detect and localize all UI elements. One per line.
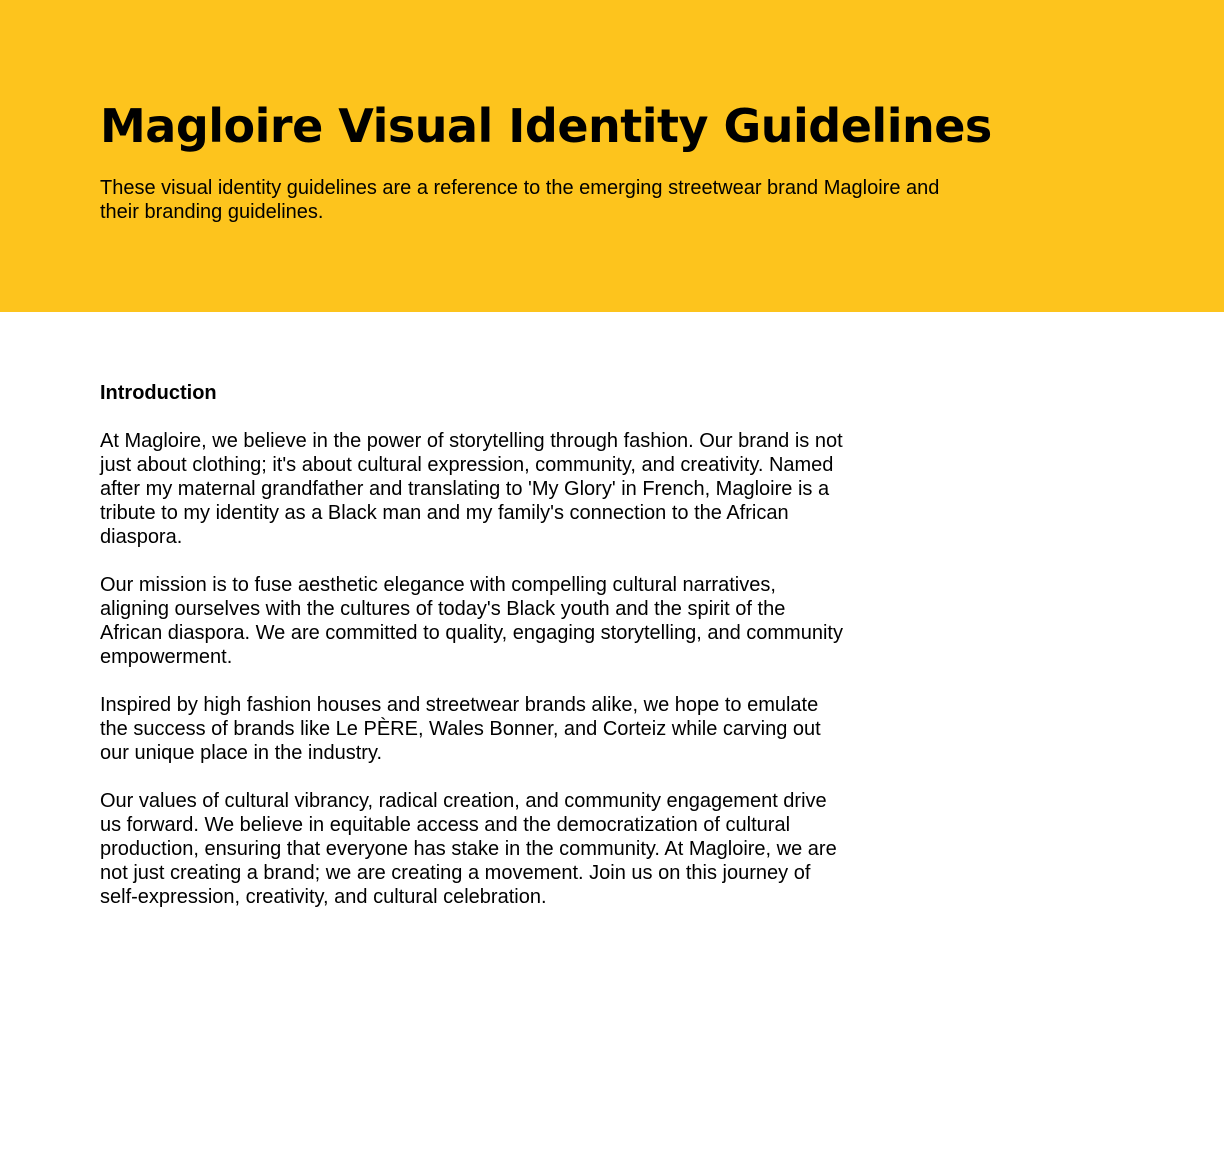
page-title: Magloire Visual Identity Guidelines xyxy=(100,99,992,153)
intro-paragraph-2: Our mission is to fuse aesthetic elegance with compelling cultural narratives, aligning ourselves with the cultures of today's Black youth and the spirit of the African diaspora. We are committed to quality, engaging storytelling, and community empowerment. xyxy=(100,574,843,668)
intro-paragraph-3: Inspired by high fashion houses and streetwear brands alike, we hope to emulate the success of brands like Le PÈRE, Wales Bonner, and Corteiz while carving out our unique place in the industry. xyxy=(100,694,821,764)
section-heading: Introduction xyxy=(100,382,217,404)
page-subtitle: These visual identity guidelines are a reference to the emerging streetwear brand Magloire and their branding guidelines. xyxy=(100,177,940,223)
intro-paragraph-1: At Magloire, we believe in the power of storytelling through fashion. Our brand is not just about clothing; it's about cultural expression, community, and creativity. Named after my maternal grandfather and translating to 'My Glory' in French, Magloire is a tribute to my identity as a Black man and my family's connection to the African diaspora. xyxy=(100,430,843,548)
introduction-section xyxy=(100,0,845,909)
intro-paragraph-4: Our values of cultural vibrancy, radical creation, and community engagement drive us forward. We believe in equitable access and the democratization of cultural production, ensuring that everyone has stake in the community. At Magloire, we are not just creating a brand; we are creating a movement. Join us on this journey of self-expression, creativity, and cultural celebration. xyxy=(100,790,837,908)
